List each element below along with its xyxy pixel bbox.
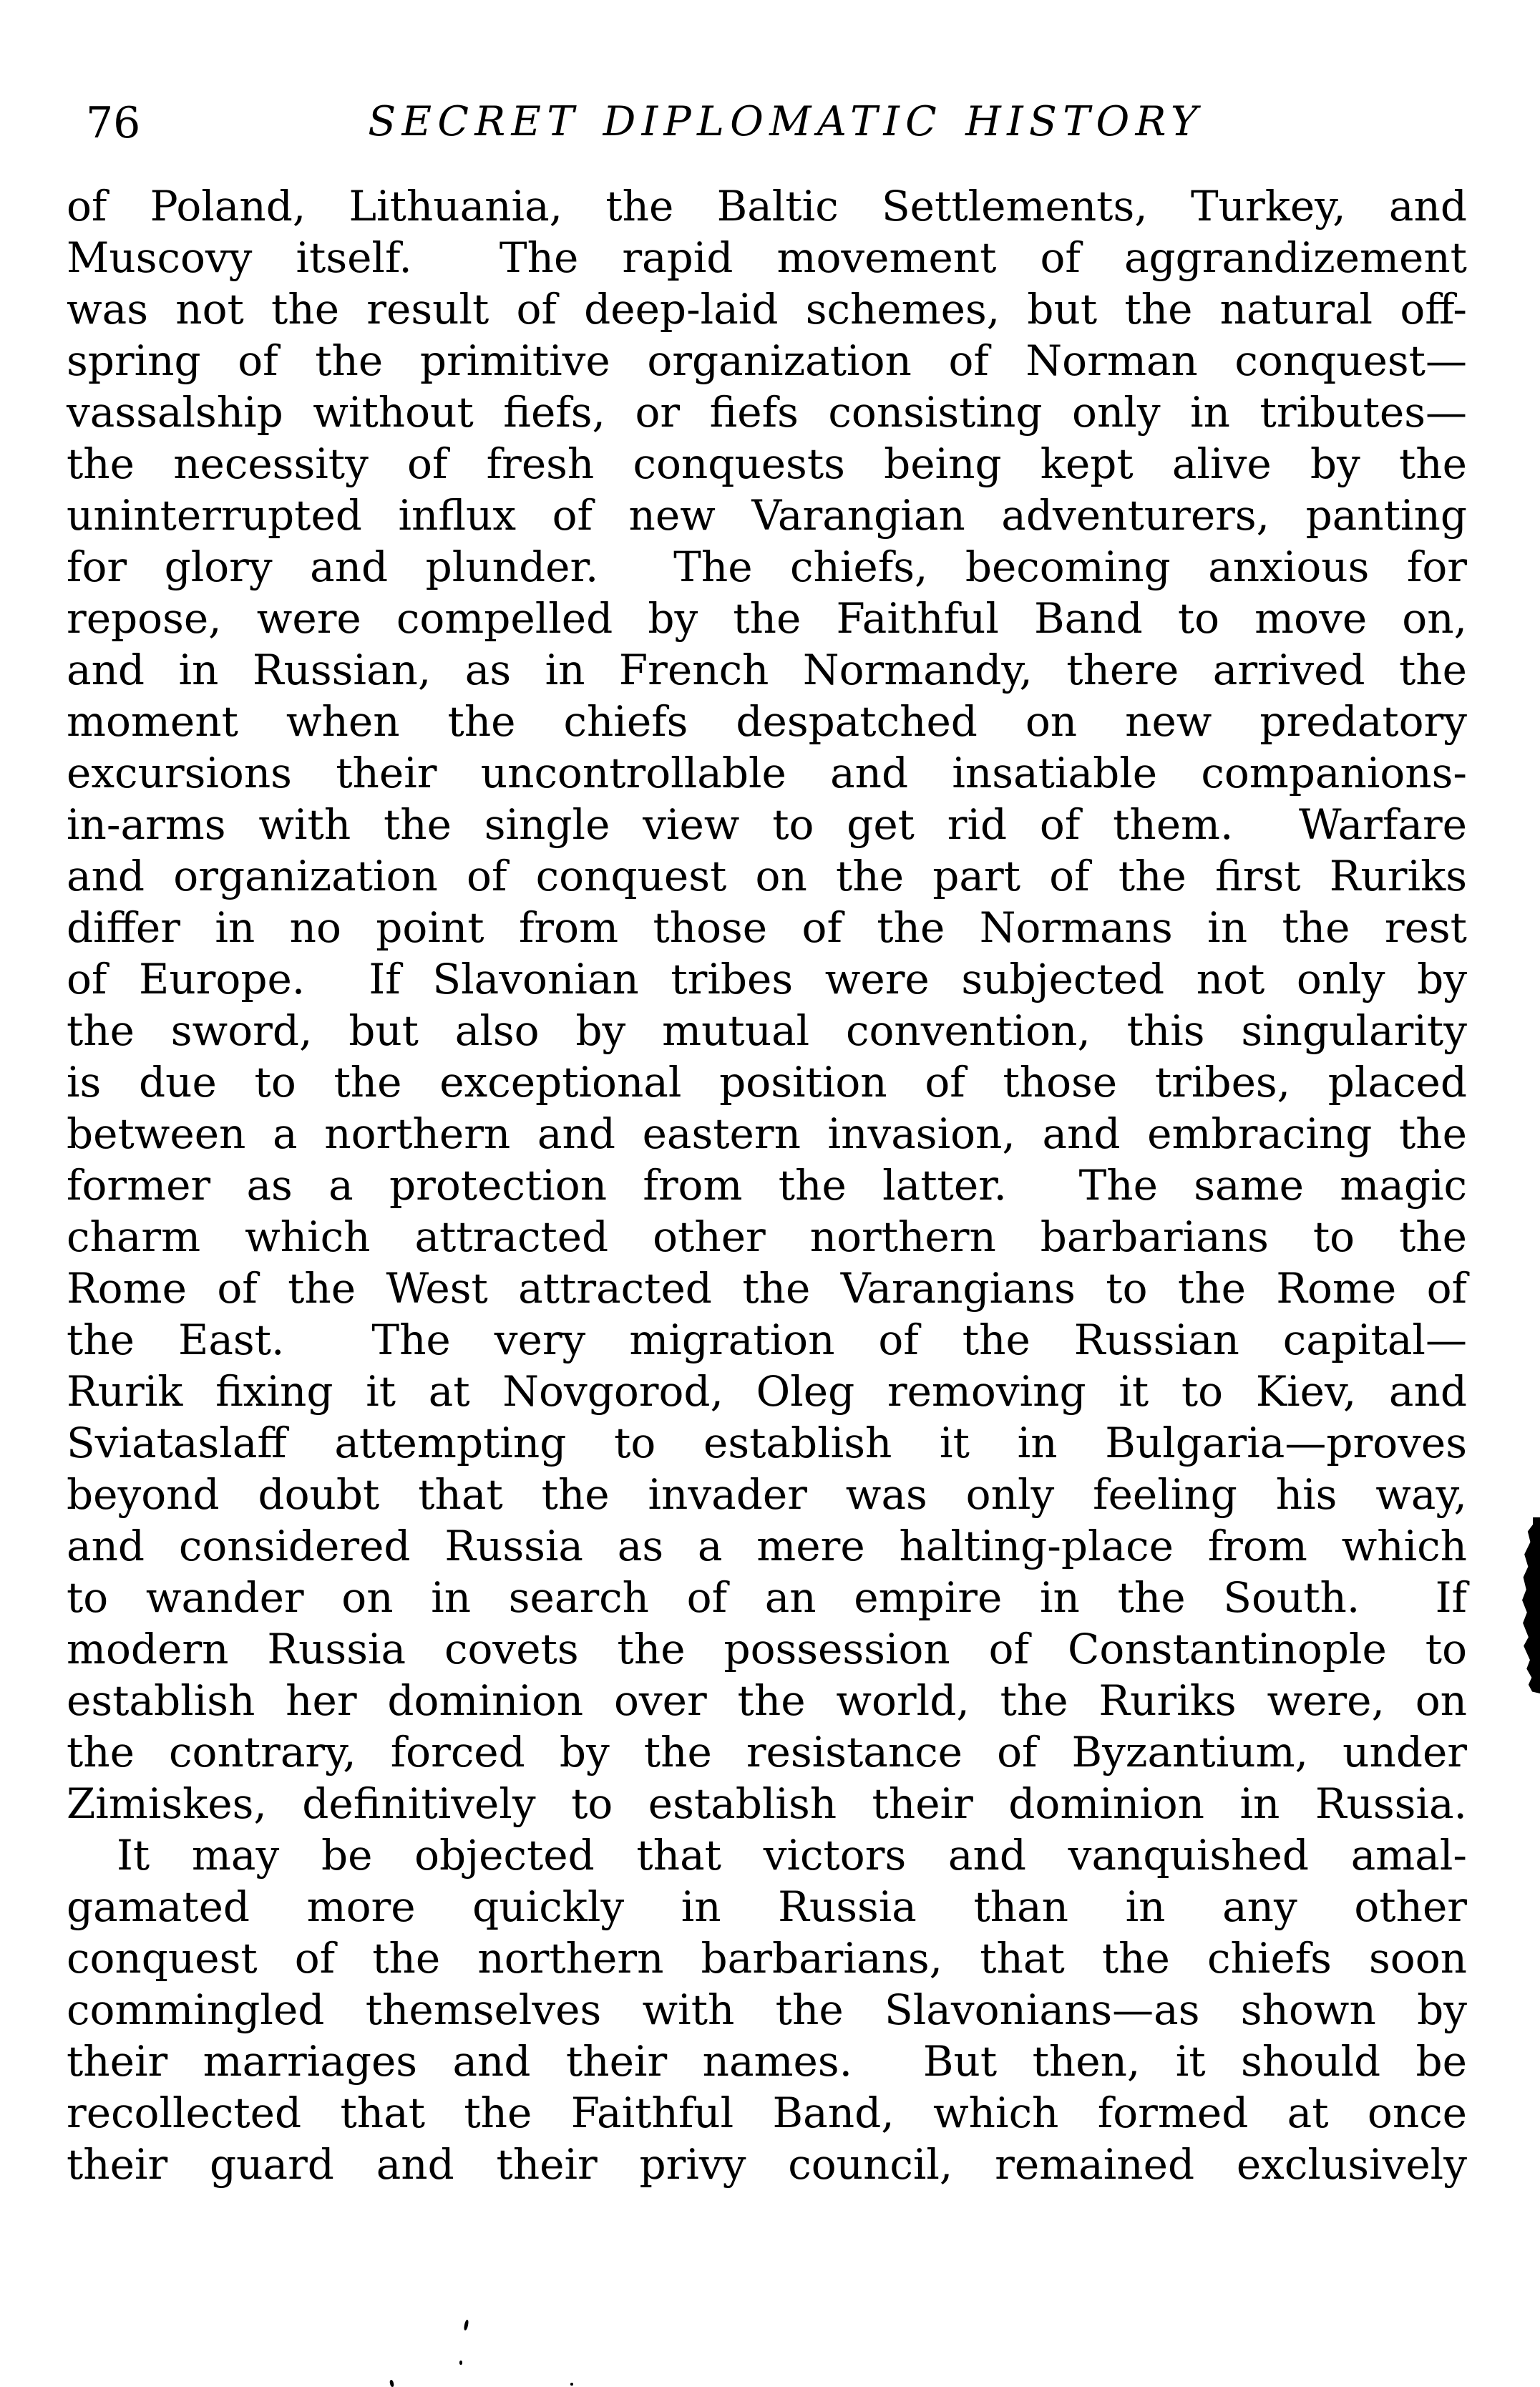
- text-line: to wander on in search of an empire in the South. If: [67, 1573, 1467, 1622]
- scan-speck: [389, 2380, 394, 2387]
- text-line: spring of the primitive organization of Norman conquest—: [67, 336, 1467, 385]
- text-line: the sword, but also by mutual convention, this singularity: [67, 1006, 1467, 1055]
- text-line: Sviataslaff attempting to establish it in Bulgaria—proves: [67, 1419, 1467, 1467]
- text-line: vassalship without fiefs, or fiefs consisting only in tributes—: [67, 388, 1467, 437]
- text-line: the East. The very migration of the Russian capital—: [67, 1316, 1467, 1364]
- text-line: recollected that the Faithful Band, which formed at once: [67, 2089, 1467, 2137]
- text-line: former as a protection from the latter. The same magic: [67, 1161, 1467, 1210]
- scan-speck: [459, 2361, 462, 2365]
- text-line: and in Russian, as in French Normandy, there arrived the: [67, 646, 1467, 694]
- text-line: conquest of the northern barbarians, that the chiefs soon: [67, 1934, 1467, 1983]
- running-title: SECRET DIPLOMATIC HISTORY: [368, 98, 1204, 145]
- text-line: Muscovy itself. The rapid movement of aggrandizement: [67, 233, 1467, 282]
- text-line: and organization of conquest on the part of the first Ruriks: [67, 852, 1467, 900]
- text-line: establish her dominion over the world, the Ruriks were, on: [67, 1676, 1467, 1725]
- text-line: commingled themselves with the Slavonians—as shown by: [67, 1985, 1467, 2034]
- text-line: their marriages and their names. But then, it should be: [67, 2037, 1467, 2086]
- text-line: Zimiskes, definitively to establish their dominion in Russia.: [67, 1779, 1467, 1828]
- text-line: the contrary, forced by the resistance of Byzantium, under: [67, 1728, 1467, 1776]
- text-line: It may be objected that victors and vanquished amal-: [117, 1831, 1467, 1880]
- text-line: of Europe. If Slavonian tribes were subjected not only by: [67, 955, 1467, 1003]
- text-line: their guard and their privy council, remained exclusively: [67, 2140, 1467, 2189]
- text-line: the necessity of fresh conquests being kept alive by the: [67, 439, 1467, 488]
- text-line: of Poland, Lithuania, the Baltic Settlements, Turkey, and: [67, 182, 1467, 230]
- text-line: excursions their uncontrollable and insatiable companions-: [67, 749, 1467, 797]
- text-line: was not the result of deep-laid schemes, but the natural off-: [67, 285, 1467, 334]
- text-line: modern Russia covets the possession of Constantinople to: [67, 1625, 1467, 1673]
- text-line: moment when the chiefs despatched on new predatory: [67, 697, 1467, 746]
- text-line: in-arms with the single view to get rid of them. Warfare: [67, 800, 1467, 849]
- running-head: [0, 97, 1540, 159]
- ink-blob-artifact: [1521, 1517, 1540, 1693]
- text-line: charm which attracted other northern barbarians to the: [67, 1212, 1467, 1261]
- scan-speck: [463, 2320, 469, 2331]
- text-line: is due to the exceptional position of those tribes, placed: [67, 1058, 1467, 1107]
- text-line: for glory and plunder. The chiefs, becoming anxious for: [67, 543, 1467, 591]
- scan-speck: [570, 2383, 573, 2386]
- text-line: repose, were compelled by the Faithful Band to move on,: [67, 594, 1467, 643]
- text-line: Rurik fixing it at Novgorod, Oleg removing it to Kiev, and: [67, 1367, 1467, 1416]
- text-line: beyond doubt that the invader was only feeling his way,: [67, 1470, 1467, 1519]
- text-line: Rome of the West attracted the Varangians to the Rome of: [67, 1264, 1467, 1313]
- text-line: and considered Russia as a mere halting-place from which: [67, 1522, 1467, 1570]
- text-line: between a northern and eastern invasion, and embracing the: [67, 1109, 1467, 1158]
- text-line: differ in no point from those of the Normans in the rest: [67, 903, 1467, 952]
- text-line: uninterrupted influx of new Varangian adventurers, panting: [67, 491, 1467, 540]
- body-text: [67, 180, 1467, 2190]
- page-number: 76: [86, 98, 141, 148]
- text-line: gamated more quickly in Russia than in any other: [67, 1882, 1467, 1931]
